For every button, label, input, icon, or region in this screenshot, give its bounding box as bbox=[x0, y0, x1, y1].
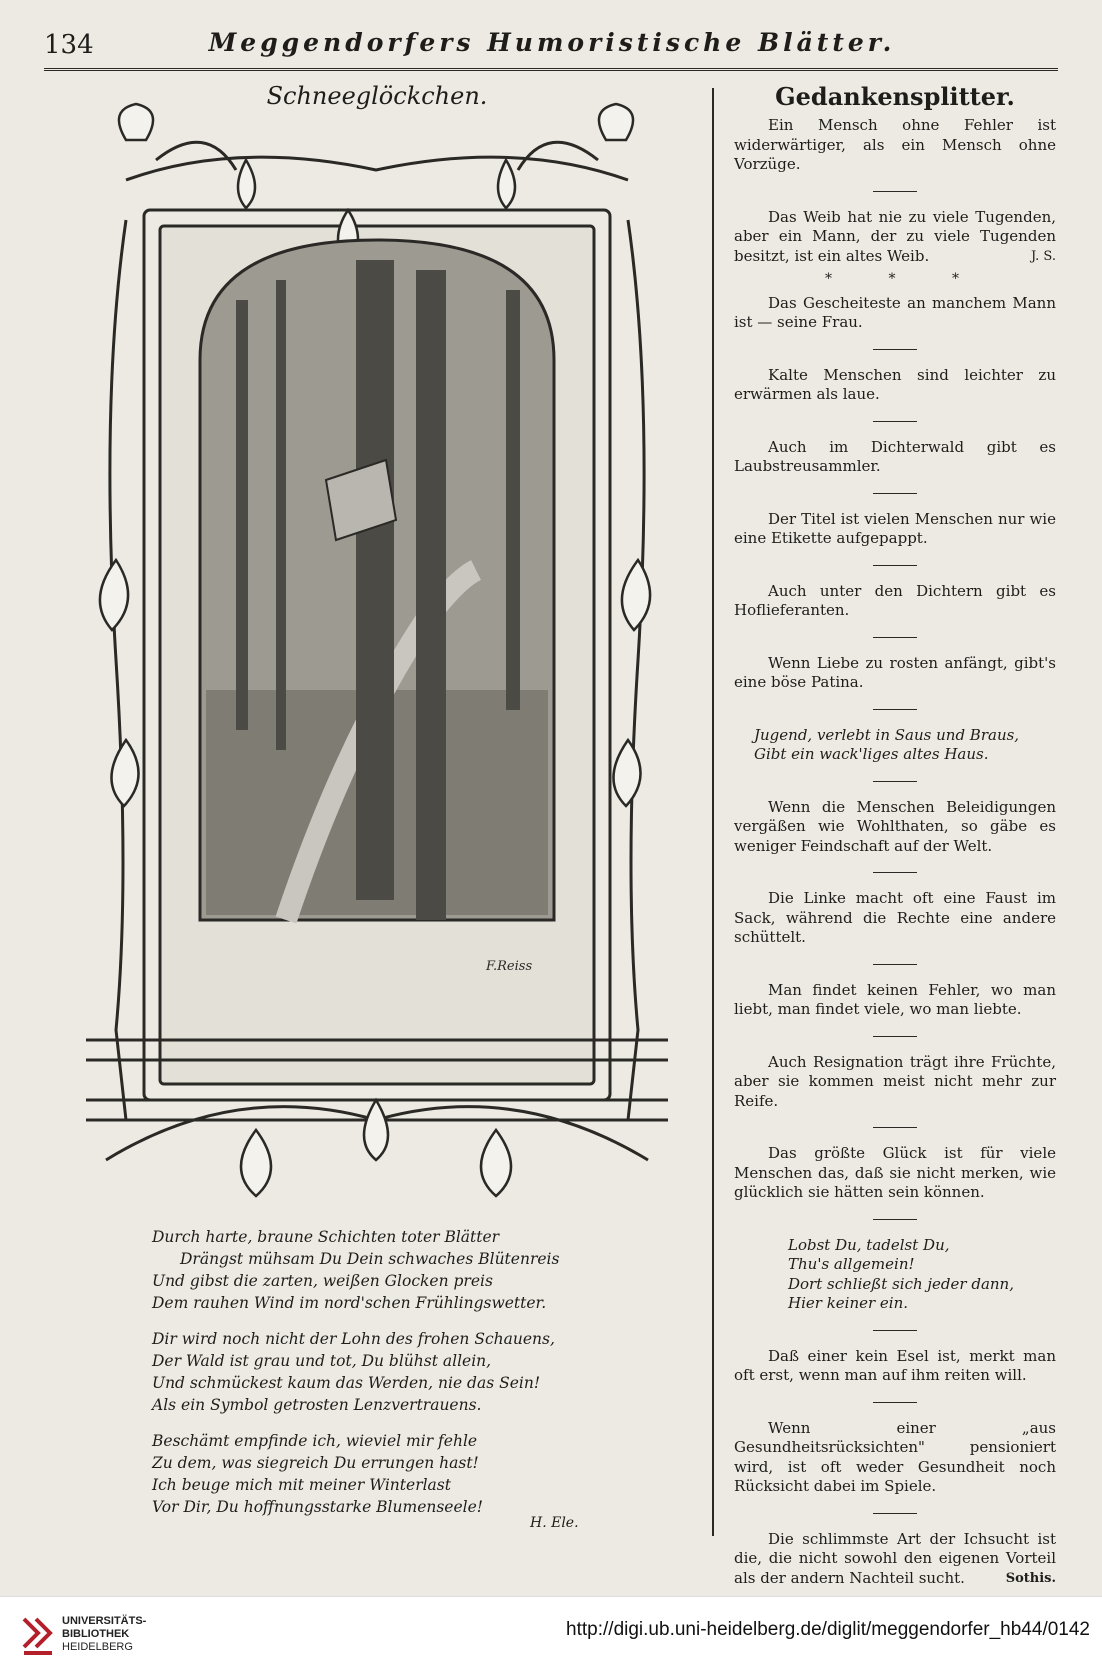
poem-line: Vor Dir, Du hoffnungsstarke Blumenseele! bbox=[152, 1498, 484, 1516]
aphorism: Das Gescheiteste an manchem Mann ist — seine Frau. bbox=[734, 293, 1056, 331]
aphorism: Wenn Liebe zu rosten anfängt, gibt's eine böse Patina. bbox=[734, 653, 1056, 691]
snowdrop-bottom-1 bbox=[241, 1130, 271, 1196]
aphorism-text: Die schlimmste Art der Ichsucht ist die, die nicht sowohl den eigenen Vorteil als der andern Nachteil sucht. bbox=[734, 1529, 1056, 1587]
aphorism: Wenn einer „aus Gesundheitsrücksichten" pensioniert wird, ist oft weder Gesundheit noch Rücksicht dabei im Spiele. bbox=[734, 1418, 1056, 1495]
library-name-line: BIBLIOTHEK bbox=[62, 1628, 130, 1640]
poem-title: Schneeglöckchen. bbox=[266, 82, 488, 110]
snowdrop-top-right-2 bbox=[498, 160, 515, 208]
separator bbox=[873, 964, 917, 965]
aphorism-signature: J. S. bbox=[1030, 248, 1056, 264]
snowdrop-top-right bbox=[599, 104, 633, 140]
poem-line: Beschämt empfinde ich, wieviel mir fehle bbox=[152, 1432, 478, 1450]
separator bbox=[873, 1513, 917, 1514]
aphorism-signature: Sothis. bbox=[1005, 1570, 1056, 1586]
illustration-snowdrop-frame bbox=[86, 100, 668, 1208]
verse-line: Dort schließt sich jeder dann, bbox=[788, 1274, 1014, 1293]
separator bbox=[873, 637, 917, 638]
verse-line: Jugend, verlebt in Saus und Braus, bbox=[754, 725, 1020, 744]
verse-jugend bbox=[734, 726, 1056, 765]
poem-line: Der Wald ist grau und tot, Du blühst allein, bbox=[152, 1352, 492, 1370]
aphorism: Auch Resignation trägt ihre Früchte, aber sie kommen meist nicht mehr zur Reife. bbox=[734, 1052, 1056, 1110]
poem-line: Dir wird noch nicht der Lohn des frohen Schauens, bbox=[152, 1330, 555, 1348]
aphorisms-column bbox=[734, 116, 1056, 1588]
separator bbox=[873, 872, 917, 873]
aphorism: Der Titel ist vielen Menschen nur wie eine Etikette aufgepappt. bbox=[734, 509, 1056, 547]
poem-author: H. Ele. bbox=[530, 1515, 579, 1531]
poem-line: Als ein Symbol getrosten Lenzvertrauens. bbox=[152, 1396, 482, 1414]
verse-line: Hier keiner ein. bbox=[788, 1294, 909, 1312]
aphorism: Auch im Dichterwald gibt es Laubstreusammler. bbox=[734, 437, 1056, 475]
library-name bbox=[62, 1615, 146, 1654]
page-number: 134 bbox=[44, 30, 94, 60]
snowdrop-left-mid bbox=[100, 560, 128, 630]
separator bbox=[873, 1036, 917, 1037]
poem-line: Und schmückest kaum das Werden, nie das Sein! bbox=[152, 1374, 541, 1392]
aphorism: Daß einer kein Esel ist, merkt man oft erst, wenn man auf ihm reiten will. bbox=[734, 1346, 1056, 1384]
aphorism bbox=[734, 208, 1056, 267]
aphorism: Kalte Menschen sind leichter zu erwärmen als laue. bbox=[734, 365, 1056, 403]
library-logo-icon bbox=[18, 1613, 58, 1657]
poem bbox=[152, 1226, 582, 1532]
separator bbox=[873, 1330, 917, 1331]
artist-signature: F.Reiss bbox=[486, 959, 533, 974]
aphorism: Das größte Glück ist für viele Menschen das, daß sie nicht merken, wie glücklich sie hätten sein können. bbox=[734, 1144, 1056, 1201]
poem-stanza bbox=[152, 1328, 582, 1416]
separator bbox=[873, 709, 917, 710]
poem-line: Und gibst die zarten, weißen Glocken preis bbox=[152, 1272, 493, 1290]
separator bbox=[873, 565, 917, 566]
separator bbox=[873, 191, 917, 192]
snowdrop-top-left-2 bbox=[238, 160, 255, 208]
aphorism bbox=[734, 1530, 1056, 1589]
verse-line: Gibt ein wack'liges altes Haus. bbox=[754, 745, 989, 763]
frame-right-outer bbox=[628, 220, 644, 1120]
page-header bbox=[44, 28, 1060, 68]
poem-line: Dem rauhen Wind im nord'schen Frühlingswetter. bbox=[152, 1294, 547, 1312]
running-title: Meggendorfers Humoristische Blätter. bbox=[208, 28, 896, 57]
aphorism: Wenn die Menschen Beleidigungen vergäßen wie Wohlthaten, so gäbe es weniger Feindschaft auf der Welt. bbox=[734, 797, 1056, 855]
aphorism: Man findet keinen Fehler, wo man liebt, man findet viele, wo man liebte. bbox=[734, 980, 1056, 1018]
library-name-line: HEIDELBERG bbox=[62, 1641, 133, 1653]
poem-line: Zu dem, was siegreich Du errungen hast! bbox=[152, 1454, 479, 1472]
header-rule bbox=[44, 68, 1058, 71]
separator bbox=[873, 493, 917, 494]
separator bbox=[873, 421, 917, 422]
aphorism: Auch unter den Dichtern gibt es Hoflieferanten. bbox=[734, 581, 1056, 619]
verse-line: Thu's allgemein! bbox=[788, 1255, 915, 1273]
separator bbox=[873, 781, 917, 782]
snowdrop-bottom-2 bbox=[364, 1100, 388, 1160]
separator bbox=[873, 1219, 917, 1220]
snowdrop-right-low bbox=[613, 740, 640, 806]
poem-stanza bbox=[152, 1226, 582, 1314]
poem-stanza bbox=[152, 1430, 582, 1518]
verse-lobst bbox=[734, 1236, 1056, 1314]
aphorism: Ein Mensch ohne Fehler ist widerwärtiger, als ein Mensch ohne Vorzüge. bbox=[734, 116, 1056, 173]
aphorism-text: Das Weib hat nie zu viele Tugenden, aber ein Mann, der zu viele Tugenden besitzt, ist ein altes Weib. bbox=[734, 207, 1056, 265]
poem-line: Durch harte, braune Schichten toter Blätter bbox=[152, 1228, 500, 1246]
verse-line: Lobst Du, tadelst Du, bbox=[788, 1235, 950, 1254]
separator bbox=[873, 1127, 917, 1128]
library-name-line: UNIVERSITÄTS- bbox=[62, 1615, 147, 1627]
poem-line: Drängst mühsam Du Dein schwaches Blütenreis bbox=[180, 1250, 560, 1268]
snowdrop-left-low bbox=[111, 740, 138, 806]
frame-left-outer bbox=[110, 220, 126, 1120]
poem-line: Ich beuge mich mit meiner Winterlast bbox=[152, 1476, 451, 1494]
snowdrop-top-left bbox=[119, 104, 153, 140]
separator bbox=[873, 349, 917, 350]
stars-separator: * * * bbox=[825, 271, 985, 287]
source-url[interactable]: http://digi.ub.uni-heidelberg.de/diglit/meggendorfer_hb44/0142 bbox=[566, 1619, 1090, 1640]
aphorism: Die Linke macht oft eine Faust im Sack, während die Rechte eine andere schüttelt. bbox=[734, 889, 1056, 946]
snowdrop-bottom-3 bbox=[481, 1130, 511, 1196]
separator bbox=[873, 1402, 917, 1403]
aphorisms-title: Gedankensplitter. bbox=[775, 82, 1015, 111]
footer-bar bbox=[0, 1596, 1102, 1677]
column-divider bbox=[712, 88, 714, 1536]
snowdrop-right-mid bbox=[622, 560, 650, 630]
